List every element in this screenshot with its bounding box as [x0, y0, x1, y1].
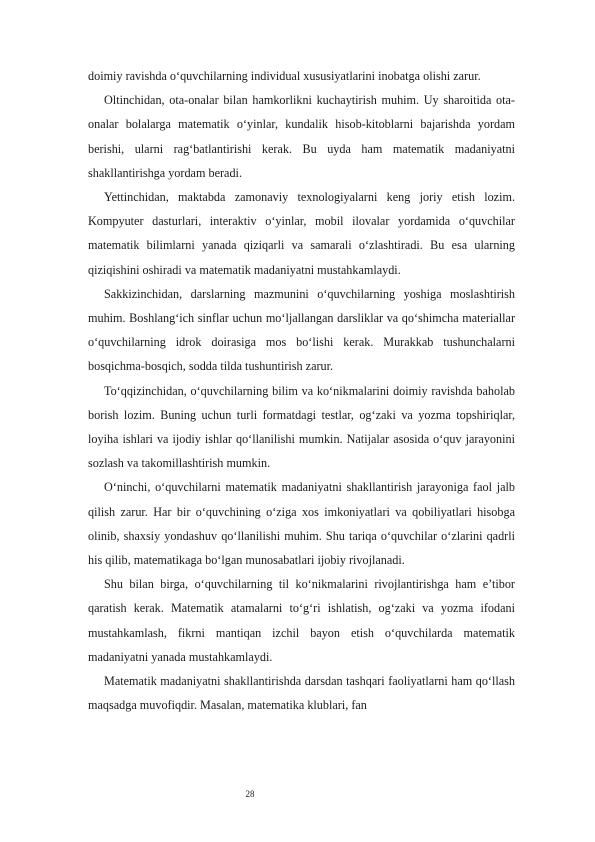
- document-body: [88, 64, 515, 717]
- paragraph-language-skills: Shu bilan birga, o‘quvchilarning til ko‘nikmalarini rivojlantirishga ham e’tibor qaratish kerak. Matematik atamalarni to‘g‘ri ishlatish, og‘zaki va yozma ifodani mustahkamlash, fikrni mantiqan izchil bayon etish o‘quvchilarda matematik madaniyatni yanada mustahkamlaydi.: [88, 577, 515, 664]
- paragraph-continuation: doimiy ravishda o‘quvchilarning individual xususiyatlarini inobatga olishi zarur.: [88, 69, 481, 83]
- paragraph-ninth-point: To‘qqizinchidan, o‘quvchilarning bilim va ko‘nikmalarini doimiy ravishda baholab borish lozim. Buning uchun turli formatdagi testlar, og‘zaki va yozma topshiriqlar, loyiha ishlari va ijodiy ishlar qo‘llanilishi mumkin. Natijalar asosida o‘quv jarayonini sozlash va takomillashtirish mumkin.: [88, 383, 515, 471]
- paragraph-sixth-point: Oltinchidan, ota-onalar bilan hamkorlikni kuchaytirish muhim. Uy sharoitida ota-onalar bolalarga matematik o‘yinlar, kundalik hisob-kitoblarni bajarishda yordam berishi, ularni rag‘batlantirishi kerak. Bu uyda ham matematik madaniyatni shakllantirishga yordam beradi.: [88, 93, 515, 180]
- paragraph-tenth-point: O‘ninchi, o‘quvchilarni matematik madaniyatni shakllantirish jarayoniga faol jalb qilish zarur. Har bir o‘quvchining o‘ziga xos imkoniyatlari va qobiliyatlari hisobga olinib, shaxsiy yondashuv qo‘llanilishi muhim. Shu tariqa o‘quvchilar o‘zlarini qadrli his qilib, matematikaga bo‘lgan munosabatlari ijobiy rivojlanadi.: [88, 480, 515, 568]
- paragraph-eighth-point: Sakkizinchidan, darslarning mazmunini o‘quvchilarning yoshiga moslashtirish muhim. Boshlang‘ich sinflar uchun mo‘ljallangan darsliklar va qo‘shimcha materiallar o‘quvchilarning idrok doirasiga mos bo‘lishi kerak. Murakkab tushunchalarni bosqichma-bosqich, sodda tilda tushuntirish zarur.: [88, 286, 515, 374]
- paragraph-seventh-point: Yettinchidan, maktabda zamonaviy texnologiyalarni keng joriy etish lozim. Kompyuter dasturlari, interaktiv o‘yinlar, mobil ilovalar yordamida o‘quvchilar matematik bilimlarni yanada qiziqarli va samarali o‘zlashtiradi. Bu esa ularning qiziqishini oshiradi va matematik madaniyatni mustahkamlaydi.: [88, 190, 515, 277]
- paragraph-extracurricular: Matematik madaniyatni shakllantirishda darsdan tashqari faoliyatlarni ham qo‘llash maqsadga muvofiqdir. Masalan, matematika klublari, fan: [88, 674, 515, 713]
- page-number: 28: [245, 789, 255, 799]
